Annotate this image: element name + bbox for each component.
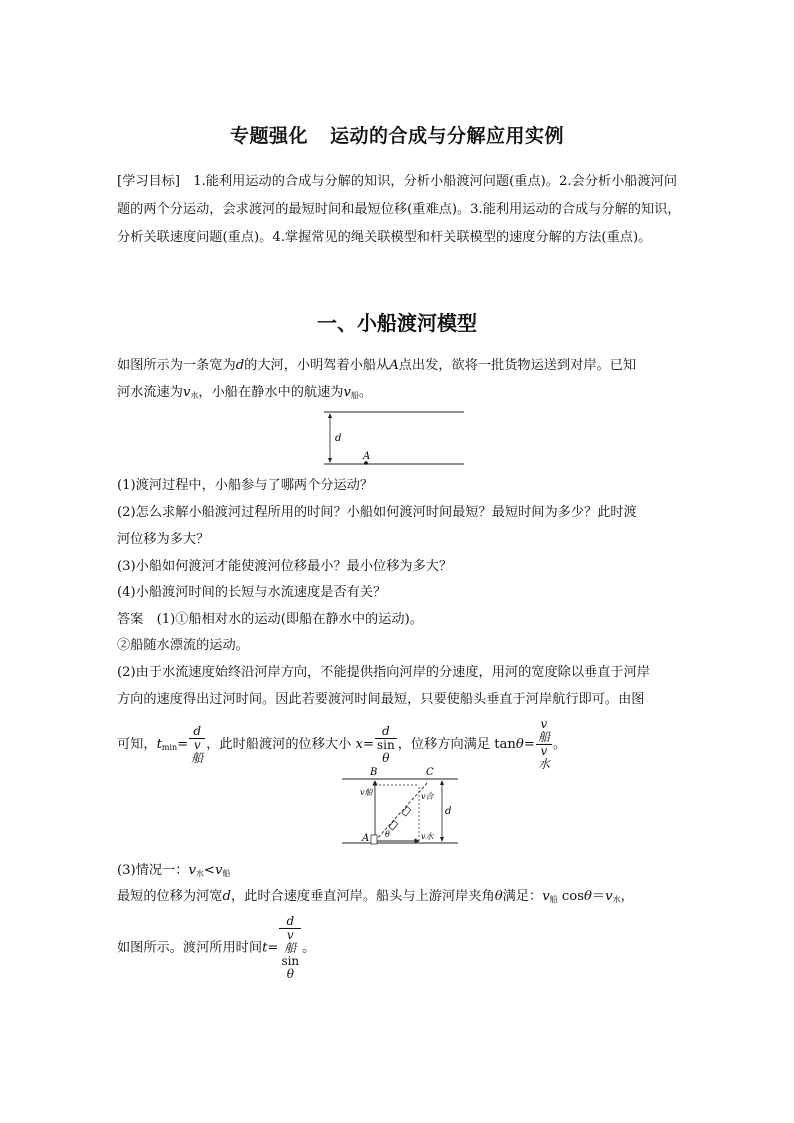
case-1-line-1: 最短的位移为河宽d，此时合速度垂直河岸。船头与上游河岸夹角θ满足：$v_船$ $\cos\theta=v_水$，	[117, 889, 634, 904]
answer-1: 答案 (1)①船相对水的运动(即船在静水中的运动)。	[117, 612, 423, 627]
fraction-tmin: d v 船	[191, 723, 204, 765]
question-2-cont: 河位移为多大？	[117, 532, 210, 547]
label-v-boat: v船	[360, 788, 373, 797]
label-v-he: v合	[421, 792, 434, 801]
answer-label: 答案	[117, 612, 144, 627]
label-d: d	[335, 433, 342, 444]
velocity-diagram	[340, 765, 460, 851]
label-v-water: v水	[421, 832, 434, 841]
fraction-tan: v 船 v 水	[537, 717, 550, 771]
fraction-case-time: d v 船 sin θ	[281, 914, 300, 981]
page-title	[0, 121, 794, 148]
boat-shape-2	[389, 821, 398, 830]
label-a: A	[363, 451, 371, 462]
case-1-heading: (3)情况一：$v_水<v_船$	[117, 863, 231, 878]
answer-2-line-2: 方向的速度得出过河时间。因此若要渡河时间最短，只要使船头垂直于河岸航行即可。由图	[117, 692, 645, 707]
case-1-line-2: 如图所示。渡河所用时间t= d v 船 sin θ 。	[117, 914, 316, 981]
section-heading: 一、小船渡河模型	[317, 311, 477, 335]
learning-objectives: [学习目标] 1.能利用运动的合成与分解的知识，分析小船渡河问题(重点)。2.会分析小船渡河问题的两个分运动，会求渡河的最短时间和最短位移(重难点)。3.能利用运动的合成与分解的知识，分析关联速度问题(重点)。4.掌握常见的绳关联模型和杆关联模型的速度分解的方法(重点)。	[117, 174, 681, 245]
answer-2-formula-line: 可知，$t_{min}=$ d v 船 ，此时船渡河的位移大小 x= d sin θ ，位移方向满足 tanθ= v 船 v 水 。	[117, 717, 567, 771]
intro-line-2: 河水流速为$v_水$，小船在静水中的航速为$v_船$。	[117, 385, 373, 400]
question-1: (1)渡河过程中，小船参与了哪两个分运动？	[117, 478, 374, 493]
intro-line-1: 如图所示为一条宽为d的大河，小明驾着小船从A点出发，欲将一批货物运送到对岸。已知	[117, 358, 637, 373]
boat-shape-3	[371, 835, 377, 844]
question-3: (3)小船如何渡河才能使渡河位移最小？最小位移为多大？	[117, 559, 453, 574]
boat-shape-1	[402, 807, 411, 816]
label-b: B	[370, 767, 378, 778]
label-theta: θ	[385, 830, 390, 839]
title-main: 专题强化	[229, 125, 308, 147]
label-c: C	[426, 767, 434, 778]
river-figure	[320, 408, 466, 468]
question-2: (2)怎么求解小船渡河过程所用的时间？小船如何渡河时间最短？最短时间为多少？此时渡	[117, 505, 637, 520]
label-a: A	[362, 833, 370, 844]
question-4: (4)小船渡河时间的长短与水流速度是否有关？	[117, 585, 387, 600]
answer-2-line-1: (2)由于水流速度始终沿河岸方向，不能提供指向河岸的分速度，用河的宽度除以垂直于河岸	[117, 665, 650, 680]
label-d: d	[445, 806, 452, 817]
title-sub: 运动的合成与分解应用实例	[330, 125, 565, 147]
answer-1b: ②船随水漂流的运动。	[117, 638, 249, 653]
fraction-x: d sin θ	[377, 723, 395, 765]
